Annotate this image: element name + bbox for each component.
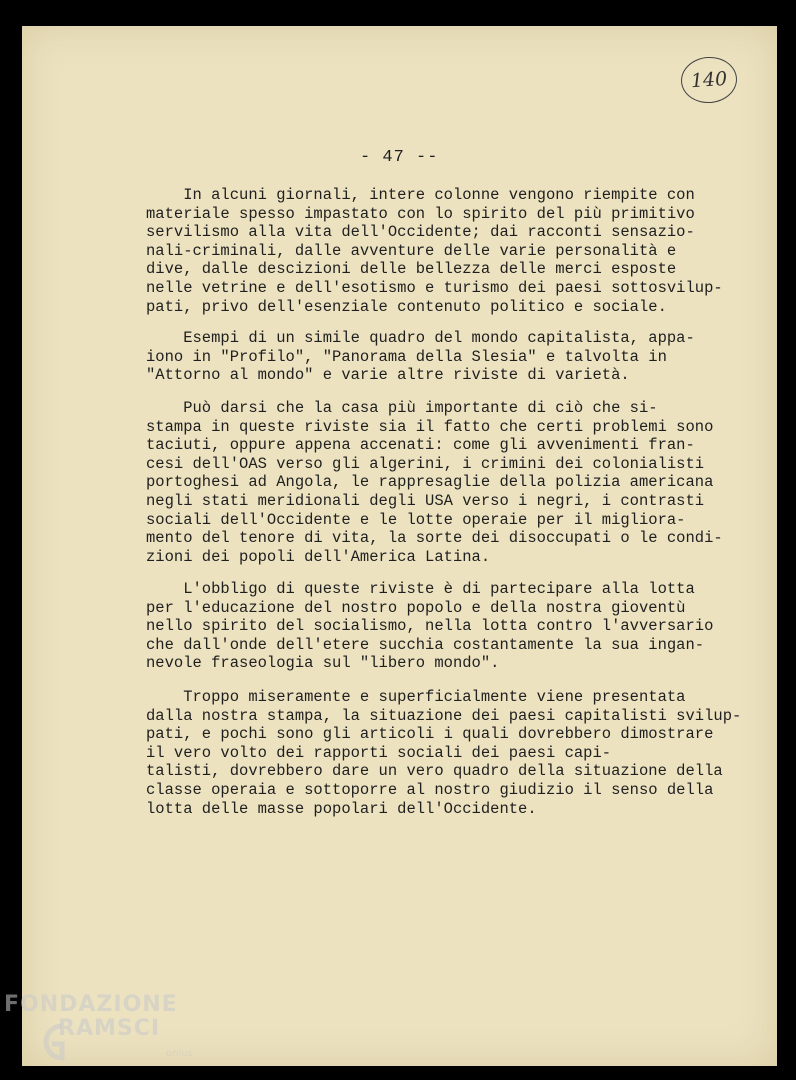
paragraph-4: L'obbligo di queste riviste è di partecipare alla lotta per l'educazione del nostro popolo e della nostra gioventù nello spirito del socialismo, nella lotta contro l'avversario che dall'onde dell'etere succhia costantamente la sua ingan- nevole fraseologia sul "libero mondo". xyxy=(146,580,714,673)
archive-number: 140 xyxy=(690,67,728,93)
watermark-line-1: FONDAZIONE xyxy=(4,992,178,1017)
page-number: - 47 -- xyxy=(360,148,439,167)
watermark-line-2: RAMSCI xyxy=(58,1016,161,1041)
paragraph-3: Può darsi che la casa più importante di ciò che si- stampa in queste riviste sia il fatto che certi problemi sono taciuti, oppure appena accenati: come gli avvenimenti fran- cesi dell'OAS verso gli algerini, i crimini dei colonialisti portoghesi ad Angola, le rappresaglie della polizia americana negli stati meridionali degli USA verso i negri, i contrasti sociali dell'Occidente e le lotte operaie per il migliora- mento del tenore di vita, la sorte dei disoccupati o le condi- zioni dei popoli dell'America Latina. xyxy=(146,399,723,566)
paragraph-1: In alcuni giornali, intere colonne vengono riempite con materiale spesso impastato con lo spirito del più primitivo servilismo alla vita dell'Occidente; dai racconti sensazio- nali-criminali, dalle avventure delle varie personalità e dive, dalle descizioni delle bellezza delle merci esposte nelle vetrine e dell'esotismo e turismo dei paesi sottosvilup- pati, privo dell'esenziale contenuto politico e sociale. xyxy=(146,186,723,316)
paragraph-5: Troppo miseramente e superficialmente viene presentata dalla nostra stampa, la situazione dei paesi capitalisti svilup- pati, e pochi sono gli articoli i quali dovrebbero dimostrare il vero volto dei rapporti sociali dei paesi capi- talisti, dovrebbero dare un vero quadro della situazione della classe operaia e sottoporre al nostro giudizio il senso della lotta delle masse popolari dell'Occidente. xyxy=(146,688,742,818)
paragraph-2: Esempi di un simile quadro del mondo capitalista, appa- iono in "Profilo", "Panorama della Slesia" e talvolta in "Attorno al mondo" e varie altre riviste di varietà. xyxy=(146,329,695,385)
fondazione-gramsci-watermark xyxy=(4,992,204,1074)
watermark-onlus: onlus xyxy=(166,1048,193,1059)
